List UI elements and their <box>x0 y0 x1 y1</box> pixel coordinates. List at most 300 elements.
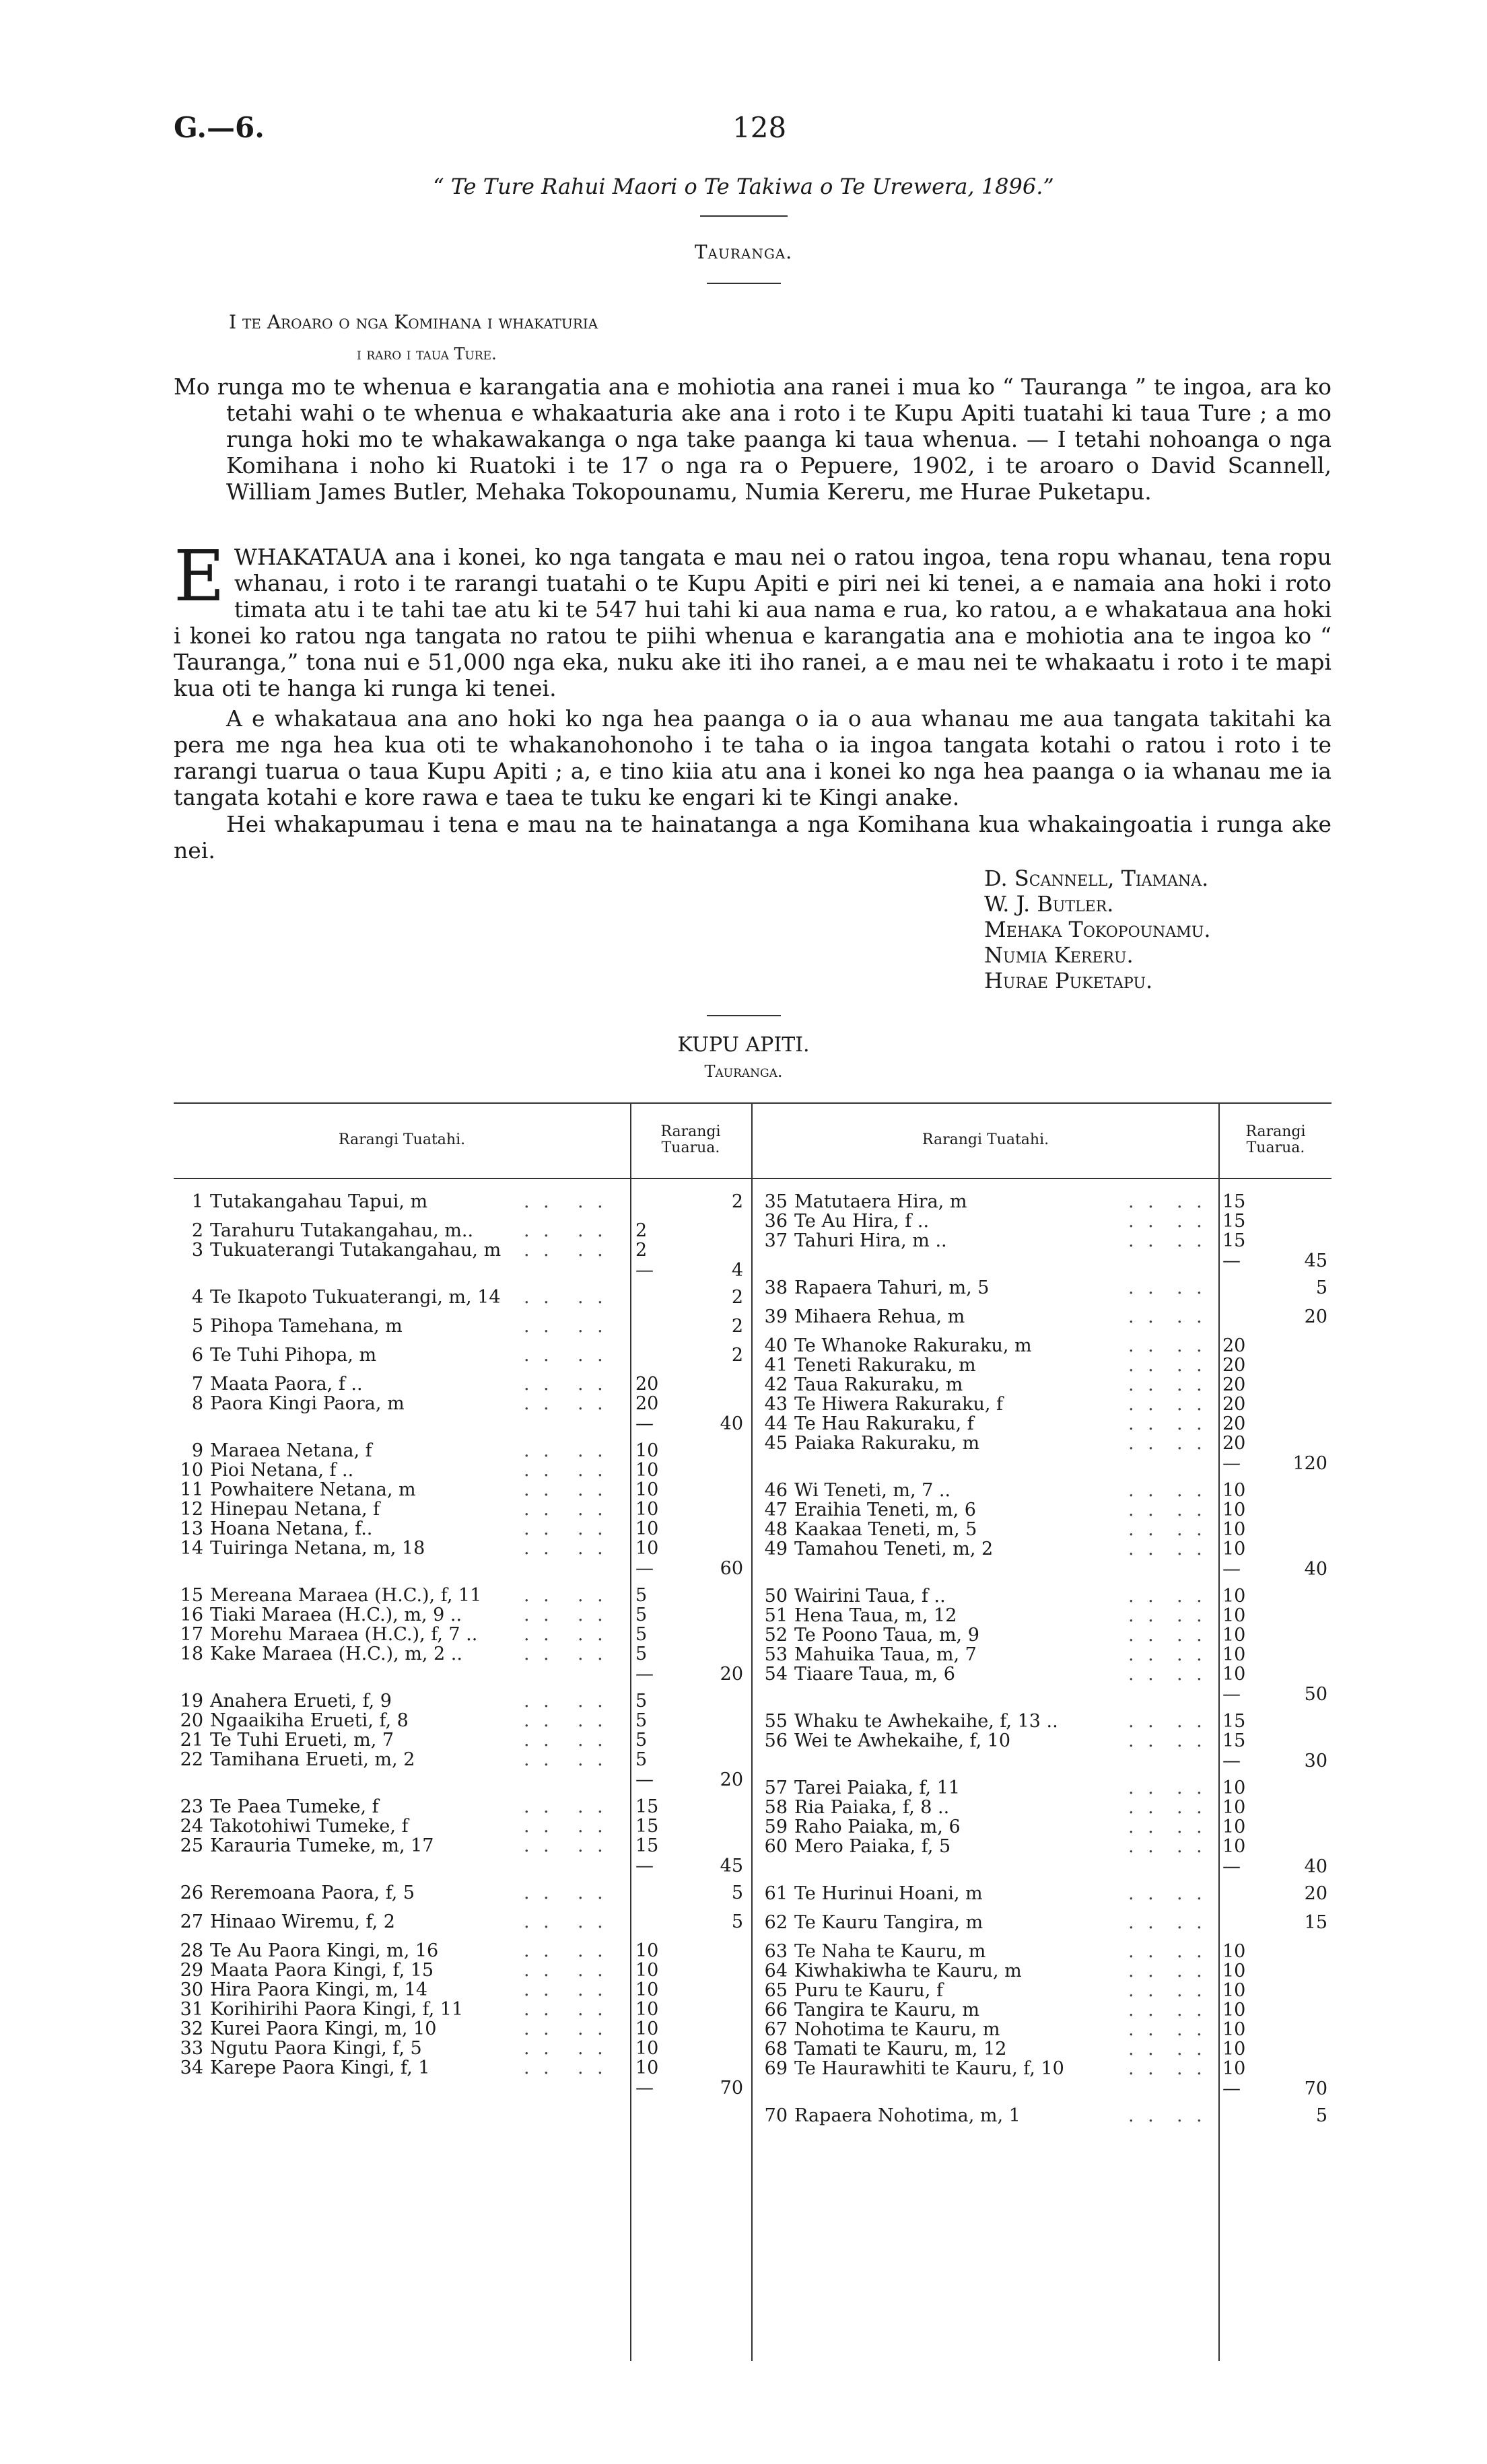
row-leaders: . . <box>524 1460 553 1481</box>
row-number: 10 <box>180 1460 203 1481</box>
row-name: Te Ikapoto Tukuaterangi, m, 14 <box>210 1287 501 1308</box>
table-row <box>174 1191 751 1213</box>
row-share: — <box>1222 1251 1241 1271</box>
row-number: 7 <box>191 1374 203 1395</box>
order-paragraph <box>174 535 1332 701</box>
row-share: 10 <box>635 2038 659 2059</box>
row-leaders: . . <box>524 1345 553 1366</box>
row-number: 28 <box>180 1940 203 1961</box>
row-number: 37 <box>764 1230 788 1251</box>
row-leaders: . . <box>1177 1941 1206 1962</box>
row-leaders: . . <box>1177 1777 1206 1798</box>
region-rule <box>707 283 781 284</box>
row-name: Pihopa Tamehana, m <box>210 1316 403 1337</box>
col-head-second-right: Rarangi Tuarua. <box>1245 1123 1306 1156</box>
schedule-rule <box>707 1015 781 1016</box>
row-leaders: . . <box>524 1393 553 1414</box>
row-name: Raho Paiaka, m, 6 <box>794 1817 961 1837</box>
row-share: 5 <box>635 1624 648 1645</box>
row-name: Ngaaikiha Erueti, f, 8 <box>210 1710 409 1731</box>
row-leaders: . . <box>1177 1306 1206 1327</box>
col-head-second-left: Rarangi Tuarua. <box>660 1123 721 1156</box>
row-name: Kaakaa Teneti, m, 5 <box>794 1519 977 1540</box>
page-number: 128 <box>732 111 787 144</box>
table-head-rule <box>174 1178 1332 1179</box>
row-leaders: . . <box>1128 2105 1158 2126</box>
row-share: 20 <box>635 1393 659 1414</box>
row-leaders: . . <box>524 1538 553 1559</box>
row-share: 10 <box>635 1518 659 1539</box>
row-number: 20 <box>180 1710 203 1731</box>
row-number: 26 <box>180 1882 203 1903</box>
row-leaders: . . <box>1128 1941 1158 1962</box>
row-total: 4 <box>731 1260 743 1281</box>
row-leaders: . . <box>1177 1374 1206 1395</box>
row-name: Te Au Paora Kingi, m, 16 <box>210 1940 439 1961</box>
row-leaders: . . <box>1177 2000 1206 2020</box>
row-number: 52 <box>764 1625 788 1646</box>
row-leaders: . . <box>1128 2000 1158 2020</box>
row-leaders: . . <box>1128 1277 1158 1298</box>
row-total: 5 <box>731 1882 743 1903</box>
row-share: 2 <box>635 1220 648 1241</box>
row-share: — <box>635 1664 654 1685</box>
row-share: — <box>635 1558 654 1579</box>
row-leaders: . . <box>1128 1230 1158 1251</box>
row-leaders: . . <box>524 1691 553 1712</box>
row-share: 5 <box>635 1691 648 1712</box>
row-name: Hoana Netana, f.. <box>210 1518 373 1539</box>
order-text <box>174 535 1332 701</box>
row-share: 2 <box>635 1240 648 1261</box>
row-name: Whaku te Awhekaihe, f, 13 .. <box>794 1711 1058 1732</box>
row-leaders: . . <box>1177 1605 1206 1626</box>
row-leaders: . . <box>524 2057 553 2078</box>
table-row <box>174 1287 751 1309</box>
row-name: Rapaera Nohotima, m, 1 <box>794 2105 1021 2126</box>
row-total: 120 <box>1292 1453 1327 1474</box>
table-row <box>751 1684 1332 1706</box>
table-row <box>751 1251 1332 1273</box>
row-share: 10 <box>1222 1836 1246 1857</box>
table-row <box>751 2105 1332 2127</box>
row-leaders: . . <box>524 1287 553 1308</box>
row-share: 10 <box>635 1479 659 1500</box>
row-share: 10 <box>1222 1605 1246 1626</box>
row-share: 15 <box>635 1835 659 1856</box>
row-leaders: . . <box>578 1538 607 1559</box>
row-leaders: . . <box>1128 1500 1158 1520</box>
row-total: 45 <box>1304 1251 1327 1271</box>
row-leaders: . . <box>1128 2058 1158 2079</box>
row-leaders: . . <box>524 1940 553 1961</box>
row-share: 20 <box>1222 1355 1246 1376</box>
row-leaders: . . <box>524 2038 553 2059</box>
row-number: 46 <box>764 1480 788 1501</box>
row-number: 9 <box>191 1440 203 1461</box>
row-number: 64 <box>764 1961 788 1981</box>
row-number: 49 <box>764 1539 788 1559</box>
row-name: Korihirihi Paora Kingi, f, 11 <box>210 1999 464 2020</box>
row-number: 42 <box>764 1374 788 1395</box>
row-name: Kake Maraea (H.C.), m, 2 .. <box>210 1644 462 1664</box>
row-share: 10 <box>1222 1625 1246 1646</box>
row-total: 40 <box>1304 1559 1327 1580</box>
witness-paragraph <box>174 811 1332 864</box>
row-name: Ria Paiaka, f, 8 .. <box>794 1797 950 1818</box>
row-total: 45 <box>720 1856 743 1876</box>
row-leaders: . . <box>1177 1335 1206 1356</box>
row-leaders: . . <box>1128 1306 1158 1327</box>
row-share: 20 <box>635 1374 659 1395</box>
row-total: 2 <box>731 1287 743 1308</box>
row-leaders: . . <box>578 1585 607 1606</box>
row-share: 10 <box>1222 1539 1246 1559</box>
row-name: Tahuri Hira, m .. <box>794 1230 947 1251</box>
row-share: 10 <box>635 2018 659 2039</box>
table-row <box>751 1912 1332 1934</box>
row-name: Te Hau Rakuraku, f <box>794 1413 974 1434</box>
row-leaders: . . <box>578 1479 607 1500</box>
row-number: 17 <box>180 1624 203 1645</box>
row-leaders: . . <box>578 1518 607 1539</box>
row-leaders: . . <box>578 1960 607 1981</box>
region-heading: Tauranga. <box>694 241 793 263</box>
title-rule <box>700 215 788 217</box>
row-total: 5 <box>1315 1277 1327 1298</box>
table-row <box>751 1883 1332 1905</box>
row-leaders: . . <box>1177 1797 1206 1818</box>
row-share: 15 <box>1222 1730 1246 1751</box>
row-number: 25 <box>180 1835 203 1856</box>
row-number: 68 <box>764 2039 788 2060</box>
row-leaders: . . <box>1177 1817 1206 1837</box>
row-name: Tamihana Erueti, m, 2 <box>210 1749 415 1770</box>
row-name: Takotohiwi Tumeke, f <box>210 1816 409 1837</box>
row-leaders: . . <box>524 1374 553 1395</box>
signature-1: D. Scannell, Tiamana. <box>984 866 1209 891</box>
row-number: 27 <box>180 1911 203 1932</box>
row-leaders: . . <box>1128 2019 1158 2040</box>
row-number: 41 <box>764 1355 788 1376</box>
row-number: 58 <box>764 1797 788 1818</box>
row-name: Kurei Paora Kingi, m, 10 <box>210 2018 437 2039</box>
row-name: Tiaki Maraea (H.C.), m, 9 .. <box>210 1605 462 1625</box>
col-head-first-left: Rarangi Tuatahi. <box>338 1131 466 1148</box>
table-row <box>174 1558 751 1580</box>
row-name: Wei te Awhekaihe, f, 10 <box>794 1730 1011 1751</box>
row-leaders: . . <box>578 1749 607 1770</box>
row-total: 50 <box>1304 1684 1327 1705</box>
row-number: 56 <box>764 1730 788 1751</box>
row-share: 20 <box>1222 1413 1246 1434</box>
row-name: Te Naha te Kauru, m <box>794 1941 986 1962</box>
row-leaders: . . <box>524 1960 553 1981</box>
row-number: 53 <box>764 1644 788 1665</box>
table-row <box>174 1240 751 1262</box>
row-name: Tiaare Taua, m, 6 <box>794 1664 955 1685</box>
row-leaders: . . <box>1177 1664 1206 1685</box>
row-leaders: . . <box>1128 1644 1158 1665</box>
table-row <box>751 2058 1332 2080</box>
row-leaders: . . <box>578 1440 607 1461</box>
row-leaders: . . <box>1177 1191 1206 1212</box>
table-row <box>751 1730 1332 1753</box>
row-leaders: . . <box>1128 2039 1158 2060</box>
row-number: 21 <box>180 1730 203 1751</box>
table-top-rule <box>174 1102 1332 1104</box>
row-name: Hinaao Wiremu, f, 2 <box>210 1911 395 1932</box>
row-share: 10 <box>1222 1817 1246 1837</box>
row-leaders: . . <box>1177 1539 1206 1559</box>
row-share: 15 <box>1222 1711 1246 1732</box>
row-leaders: . . <box>1128 1211 1158 1232</box>
row-share: 15 <box>1222 1211 1246 1232</box>
row-total: 15 <box>1304 1912 1327 1933</box>
row-leaders: . . <box>1177 2039 1206 2060</box>
row-share: 10 <box>1222 1519 1246 1540</box>
row-share: 10 <box>1222 1500 1246 1520</box>
row-share: 10 <box>1222 2000 1246 2020</box>
table-row <box>174 1393 751 1415</box>
row-leaders: . . <box>524 1979 553 2000</box>
row-leaders: . . <box>1177 1500 1206 1520</box>
row-total: 5 <box>731 1911 743 1932</box>
row-share: 15 <box>1222 1191 1246 1212</box>
row-name: Tarahuru Tutakangahau, m.. <box>210 1220 474 1241</box>
signature-3: Mehaka Tokopounamu. <box>984 917 1211 942</box>
row-total: 40 <box>720 1413 743 1434</box>
row-leaders: . . <box>1177 1433 1206 1454</box>
row-name: Tarei Paiaka, f, 11 <box>794 1777 961 1798</box>
row-leaders: . . <box>578 1499 607 1520</box>
row-name: Te Tuhi Pihopa, m <box>210 1345 377 1366</box>
table-row <box>174 1260 751 1282</box>
row-share: 10 <box>1222 2019 1246 2040</box>
row-leaders: . . <box>524 1605 553 1625</box>
drop-cap: E <box>174 535 225 617</box>
row-name: Tutakangahau Tapui, m <box>210 1191 428 1212</box>
row-number: 5 <box>191 1316 203 1337</box>
row-number: 69 <box>764 2058 788 2079</box>
table-row <box>751 1453 1332 1475</box>
table-row <box>174 2057 751 2080</box>
table-row <box>174 1911 751 1934</box>
row-number: 65 <box>764 1980 788 2001</box>
table-row <box>174 1316 751 1338</box>
row-leaders: . . <box>1177 1730 1206 1751</box>
document-code: G.—6. <box>174 111 265 144</box>
court-heading-line2: i raro i taua Ture. <box>357 345 497 363</box>
row-total: 30 <box>1304 1751 1327 1771</box>
row-share: 10 <box>1222 1941 1246 1962</box>
row-share: 15 <box>635 1796 659 1817</box>
row-share: 5 <box>635 1730 648 1751</box>
row-leaders: . . <box>578 1882 607 1903</box>
row-leaders: . . <box>524 1585 553 1606</box>
row-number: 54 <box>764 1664 788 1685</box>
row-total: 20 <box>720 1769 743 1790</box>
row-name: Eraihia Teneti, m, 6 <box>794 1500 976 1520</box>
row-name: Te Poono Taua, m, 9 <box>794 1625 979 1646</box>
row-share: 20 <box>1222 1433 1246 1454</box>
row-leaders: . . <box>1177 1586 1206 1607</box>
act-title: “ Te Ture Rahui Maori o Te Takiwa o Te Urewera, 1896.” <box>433 174 1054 199</box>
row-leaders: . . <box>524 1796 553 1817</box>
row-share: 10 <box>635 1999 659 2020</box>
row-number: 34 <box>180 2057 203 2078</box>
row-name: Tangira te Kauru, m <box>794 2000 980 2020</box>
row-total: 2 <box>731 1191 743 1212</box>
row-leaders: . . <box>1177 1912 1206 1933</box>
row-leaders: . . <box>578 1605 607 1625</box>
row-leaders: . . <box>1128 1817 1158 1837</box>
row-leaders: . . <box>1128 1394 1158 1415</box>
row-leaders: . . <box>1177 1277 1206 1298</box>
row-number: 31 <box>180 1999 203 2020</box>
row-number: 45 <box>764 1433 788 1454</box>
row-share: 10 <box>1222 1644 1246 1665</box>
row-leaders: . . <box>1177 1394 1206 1415</box>
row-leaders: . . <box>578 1796 607 1817</box>
row-number: 47 <box>764 1500 788 1520</box>
row-name: Te Au Hira, f .. <box>794 1211 930 1232</box>
row-share: 10 <box>635 1460 659 1481</box>
row-leaders: . . <box>578 1220 607 1241</box>
row-number: 60 <box>764 1836 788 1857</box>
row-name: Te Hiwera Rakuraku, f <box>794 1394 1004 1415</box>
row-name: Karepe Paora Kingi, f, 1 <box>210 2057 430 2078</box>
row-leaders: . . <box>524 1816 553 1837</box>
row-leaders: . . <box>524 1240 553 1261</box>
row-name: Te Haurawhiti te Kauru, f, 10 <box>794 2058 1064 2079</box>
row-share: — <box>1222 1453 1241 1474</box>
row-leaders: . . <box>524 1911 553 1932</box>
row-name: Te Tuhi Erueti, m, 7 <box>210 1730 394 1751</box>
row-name: Hinepau Netana, f <box>210 1499 380 1520</box>
row-share: 10 <box>1222 2058 1246 2079</box>
row-leaders: . . <box>578 1940 607 1961</box>
row-leaders: . . <box>1128 1777 1158 1798</box>
row-name: Paiaka Rakuraku, m <box>794 1433 980 1454</box>
row-leaders: . . <box>578 1624 607 1645</box>
row-number: 12 <box>180 1499 203 1520</box>
row-number: 50 <box>764 1586 788 1607</box>
row-number: 62 <box>764 1912 788 1933</box>
row-number: 67 <box>764 2019 788 2040</box>
schedule-table <box>174 1102 1332 2455</box>
row-leaders: . . <box>1128 1413 1158 1434</box>
table-row <box>751 1559 1332 1581</box>
table-row <box>751 1230 1332 1253</box>
row-share: 10 <box>635 1960 659 1981</box>
table-row <box>751 1751 1332 1773</box>
row-leaders: . . <box>524 1644 553 1664</box>
row-share: 20 <box>1222 1374 1246 1395</box>
row-leaders: . . <box>1177 1413 1206 1434</box>
row-number: 33 <box>180 2038 203 2059</box>
row-leaders: . . <box>578 1979 607 2000</box>
row-number: 1 <box>191 1191 203 1212</box>
row-number: 8 <box>191 1393 203 1414</box>
row-name: Wairini Taua, f .. <box>794 1586 946 1607</box>
row-leaders: . . <box>1128 1374 1158 1395</box>
row-name: Te Hurinui Hoani, m <box>794 1883 983 1904</box>
row-leaders: . . <box>578 1393 607 1414</box>
row-share: 10 <box>1222 1777 1246 1798</box>
row-leaders: . . <box>578 1816 607 1837</box>
row-share: — <box>635 1769 654 1790</box>
row-share: 5 <box>635 1749 648 1770</box>
row-number: 3 <box>191 1240 203 1261</box>
row-leaders: . . <box>524 1882 553 1903</box>
row-leaders: . . <box>578 1710 607 1731</box>
row-name: Te Paea Tumeke, f <box>210 1796 379 1817</box>
intro-paragraph <box>174 374 1332 505</box>
row-name: Tamati te Kauru, m, 12 <box>794 2039 1007 2060</box>
row-share: — <box>635 2078 654 2099</box>
row-name: Taua Rakuraku, m <box>794 1374 963 1395</box>
row-share: 10 <box>1222 1961 1246 1981</box>
row-name: Hira Paora Kingi, m, 14 <box>210 1979 428 2000</box>
row-share: 5 <box>635 1644 648 1664</box>
row-number: 18 <box>180 1644 203 1664</box>
row-leaders: . . <box>1128 1355 1158 1376</box>
row-leaders: . . <box>1128 1797 1158 1818</box>
row-share: 5 <box>635 1605 648 1625</box>
row-leaders: . . <box>524 1730 553 1751</box>
row-share: 10 <box>635 1940 659 1961</box>
row-leaders: . . <box>1128 1335 1158 1356</box>
row-name: Hena Taua, m, 12 <box>794 1605 957 1626</box>
row-share: 10 <box>635 1499 659 1520</box>
row-leaders: . . <box>578 1730 607 1751</box>
row-leaders: . . <box>578 1460 607 1481</box>
row-total: 20 <box>720 1664 743 1685</box>
row-leaders: . . <box>1128 1625 1158 1646</box>
row-number: 22 <box>180 1749 203 1770</box>
row-name: Te Kauru Tangira, m <box>794 1912 983 1933</box>
row-number: 39 <box>764 1306 788 1327</box>
row-name: Karauria Tumeke, m, 17 <box>210 1835 434 1856</box>
row-share: 10 <box>1222 1586 1246 1607</box>
row-share: — <box>635 1413 654 1434</box>
shares-paragraph <box>174 705 1332 810</box>
row-leaders: . . <box>1128 1730 1158 1751</box>
row-leaders: . . <box>1177 1961 1206 1981</box>
intro-text: Mo runga mo te whenua e karangatia ana e mohiotia ana ranei i mua ko “ Tauranga ” te ingoa, ara ko tetahi wahi o te whenua e whakaaturia ake ana i roto i te Kupu Apiti tuatahi ki taua Ture ; a mo runga hoki mo te whakawakanga o nga take paanga ki taua whenua. — I tetahi nohoanga o nga Komihana i noho ki Ruatoki i te 17 o nga ra o Pepuere, 1902, i te aroaro o David Scannell, William James Butler, Mehaka Tokopounamu, Numia Kereru, me Hurae Puketapu. <box>174 374 1332 505</box>
row-number: 66 <box>764 2000 788 2020</box>
table-row <box>751 1856 1332 1878</box>
row-share: 10 <box>1222 2039 1246 2060</box>
signature-2: W. J. Butler. <box>984 891 1114 917</box>
table-row <box>751 1539 1332 1561</box>
row-leaders: . . <box>1128 1961 1158 1981</box>
schedule-title: KUPU APITI. <box>677 1033 810 1057</box>
row-leaders: . . <box>578 2038 607 2059</box>
row-name: Mero Paiaka, f, 5 <box>794 1836 951 1857</box>
table-row <box>751 1433 1332 1455</box>
row-number: 32 <box>180 2018 203 2039</box>
row-number: 63 <box>764 1941 788 1962</box>
row-leaders: . . <box>578 1240 607 1261</box>
row-leaders: . . <box>524 1191 553 1212</box>
row-leaders: . . <box>1128 1664 1158 1685</box>
row-number: 29 <box>180 1960 203 1981</box>
row-leaders: . . <box>1177 1883 1206 1904</box>
row-share: — <box>1222 1751 1241 1771</box>
row-leaders: . . <box>524 1440 553 1461</box>
